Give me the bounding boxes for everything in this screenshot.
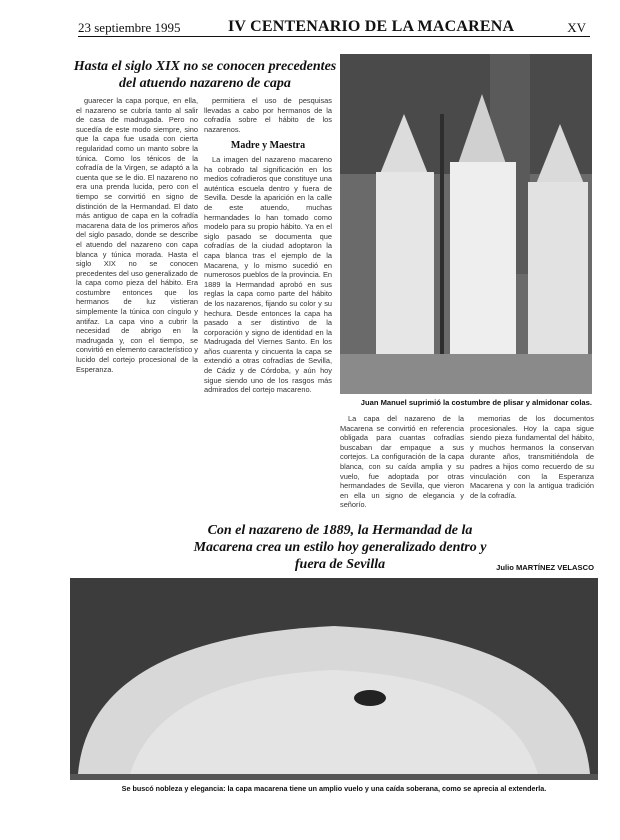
photo-nazarenos-procession — [340, 54, 592, 394]
nazarenos-illustration — [340, 54, 592, 394]
cape-illustration — [70, 578, 598, 780]
header-page-number: XV — [567, 20, 586, 35]
page-header — [78, 18, 590, 37]
header-section-title: IV CENTENARIO DE LA MACARENA — [228, 18, 515, 35]
header-date: 23 septiembre 1995 — [78, 20, 181, 35]
article-column-1 — [76, 96, 198, 574]
photo-extended-cape — [70, 578, 598, 780]
column-3-text: La capa del nazareno de la Macarena se convirtió en referencia obligada para cuantas cofradías buscaban dar empaque a sus cortejos. La configuración de la capa blanca, con su caída amplia y su vuelo, fue adoptada por otras hermandades de Sevilla, que vieron en ella un signo de elegancia y señorío. — [340, 414, 464, 510]
column-4-text: memorias de los documentos procesionales. Hoy la capa sigue siendo pieza fundamental del hábito, y muchos hermanos la conservan durante años, transmitiéndola de padres a hijos como recuerdo de su vinculación con la Esperanza Macarena y con la antigua tradición de la cofradía. — [470, 414, 594, 500]
author-byline: Julio MARTÍNEZ VELASCO — [496, 563, 594, 572]
subhead-madre-y-maestra: Madre y Maestra — [230, 140, 306, 151]
photo-caption-2: Se buscó nobleza y elegancia: la capa macarena tiene un amplio vuelo y una caída soberana, como se aprecia al extenderla. — [121, 784, 547, 793]
column-2b-text: La imagen del nazareno macareno ha cobrado tal significación en los medios cofradieros que constituye una auténtica escuela dentro y fuera de Sevilla. Desde la aparición en la calle de este atuendo, muchas hermandades lo han tomado como modelo para su propio hábito. Ya en el siglo pasado se documenta que cofradías de la ciudad adoptaron la capa blanca tras el ejemplo de la Macarena, y lo mismo sucedió en numerosos pueblos de la provincia. En 1889 la Hermandad aprobó en sus reglas la capa como parte del hábito de los nazarenos, fijando su color y su hechura. Desde entonces la capa ha pasado a ser distintivo de la corporación y signo de identidad en la Madrugada del Viernes Santo. En los años cuarenta y cincuenta la capa se extendió a otras cofradías de Sevilla, de Cádiz y de Córdoba, y aún hoy sigue siendo uno de los rasgos más admirados del cortejo macareno. — [204, 155, 332, 395]
photo-caption-1: Juan Manuel suprimió la costumbre de plisar y almidonar colas. — [360, 398, 592, 407]
headline-top: Hasta el siglo XIX no se conocen precedentes del atuendo nazareno de capa — [73, 59, 337, 91]
column-2-text: permitiera el uso de pesquisas llevadas a cabo por hermanos de la cofradía sobre el hábito de los nazarenos. — [204, 96, 332, 134]
article-column-2 — [204, 96, 332, 138]
headline-middle: Con el nazareno de 1889, la Hermandad de la Macarena crea un estilo hoy generalizado dentro y fuera de Sevilla — [193, 523, 487, 572]
column-1-text: guarecer la capa porque, en ella, el nazareno se cubría tanto al salir de casa de madrugada. Pero no sucedía de este modo siempre, sino que la capa fue usada con cierta regularidad como un manto sobre la túnica. Como los ténicos de la cofradía de la Virgen, se adaptó a la cuenta que se le dio. El nazareno no era una prenda lucida, pero con el tiempo se convirtió en signo de distinción de la Hermandad. El dato más antiguo de capa en la cofradía macarena data de los primeros años del siglo pasado, donde se describe el atuendo del nazareno con capa blanca y túnica morada. Hasta el siglo XIX no se conocen precedentes del uso generalizado de la capa como pieza del hábito. Era costumbre entonces que los hermanos de luz vistieran simplemente la túnica con cíngulo y antifaz. La capa vino a cubrir la necesidad de abrigo en la madrugada y, con el tiempo, se convirtió en elemento característico y lucido del cortejo procesional de la Esperanza. — [76, 96, 198, 374]
article-column-2b — [204, 155, 332, 523]
